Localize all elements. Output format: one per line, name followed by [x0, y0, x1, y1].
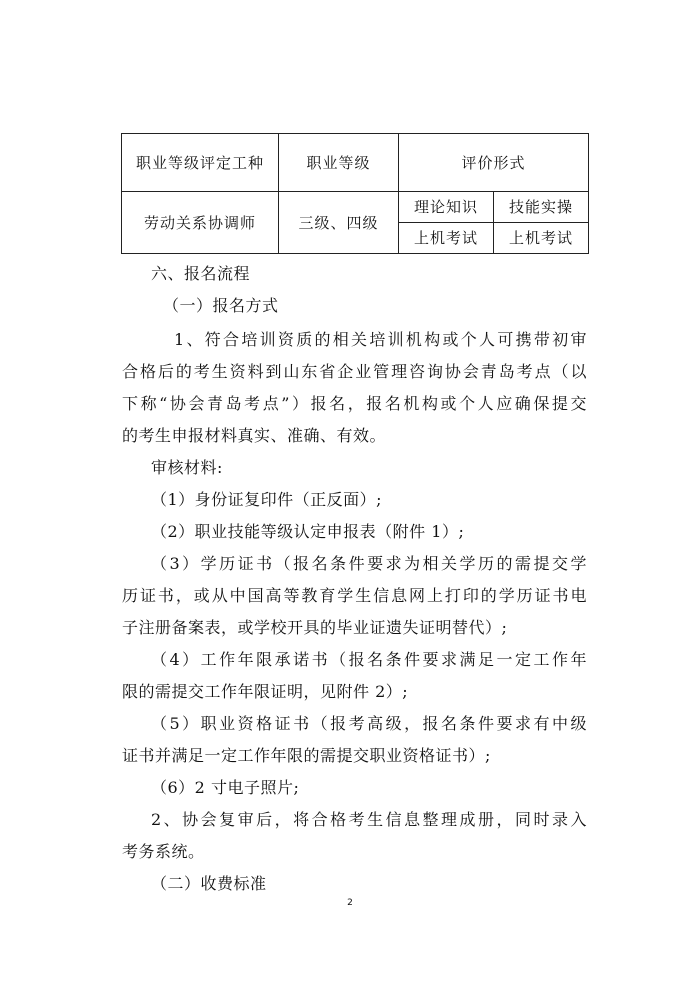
paragraph-line: 证书并满足一定工作年限的需提交职业资格证书）; [122, 746, 491, 765]
paragraph-line: 考务系统。 [122, 842, 205, 861]
table-header-row [122, 134, 589, 192]
list-item: （2）职业技能等级认定申报表（附件 1）; [151, 522, 465, 541]
list-item: （3）学历证书（报名条件要求为相关学历的需提交学 [151, 554, 587, 573]
list-item: （1）身份证复印件（正反面）; [151, 490, 383, 509]
paragraph-line: 2、协会复审后，将合格考生信息整理成册，同时录入 [151, 810, 587, 829]
paragraph-line: 子注册备案表，或学校开具的毕业证遗失证明替代）; [122, 618, 508, 637]
cell-skill-value: 上机考试 [494, 223, 589, 254]
paragraph-line: 限的需提交工作年限证明，见附件 2）; [122, 682, 409, 701]
section-heading: 六、报名流程 [151, 264, 251, 283]
cell-theory-value: 上机考试 [399, 223, 494, 254]
paragraph-line: 合格后的考生资料到山东省企业管理咨询协会青岛考点（以 [122, 362, 587, 381]
grade-table [121, 133, 589, 254]
header-job-type: 职业等级评定工种 [122, 134, 279, 192]
header-level: 职业等级 [279, 134, 399, 192]
subheader-skill: 技能实操 [494, 192, 589, 223]
table-row [122, 192, 589, 223]
materials-label: 审核材料: [151, 458, 223, 477]
paragraph-line: 的考生申报材料真实、准确、有效。 [122, 426, 387, 445]
subsection-heading: （二）收费标准 [151, 874, 267, 893]
paragraph-line: 历证书，或从中国高等教育学生信息网上打印的学历证书电 [122, 586, 587, 605]
cell-level: 三级、四级 [279, 192, 399, 254]
cell-job-type: 劳动关系协调师 [122, 192, 279, 254]
header-evaluation: 评价形式 [399, 134, 589, 192]
page-number: 2 [347, 898, 353, 908]
subsection-heading: （一）报名方式 [163, 296, 279, 315]
list-item: （4）工作年限承诺书（报名条件要求满足一定工作年 [151, 650, 587, 669]
subheader-theory: 理论知识 [399, 192, 494, 223]
list-item: （6）2 寸电子照片; [151, 778, 300, 797]
list-item: （5）职业资格证书（报考高级，报名条件要求有中级 [151, 714, 587, 733]
paragraph-line: 下称“协会青岛考点”）报名，报名机构或个人应确保提交 [122, 394, 587, 413]
paragraph-line: 1、符合培训资质的相关培训机构或个人可携带初审 [174, 330, 587, 349]
